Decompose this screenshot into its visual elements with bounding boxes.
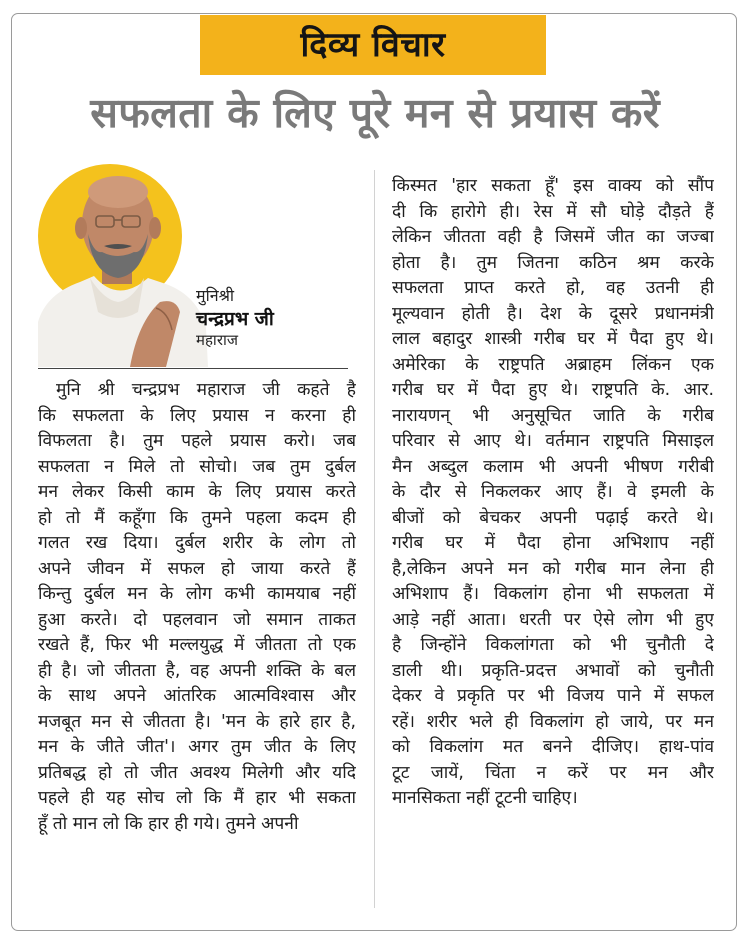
article-line: है जिन्होंने विकलांगता को भी चुनौती दे bbox=[392, 635, 714, 655]
article-line: बीजों को बेचकर अपनी पढ़ाई करते थे। bbox=[392, 507, 714, 528]
article-line: हो तो मैं कहूँगा कि तुमने पहला कदम ही bbox=[38, 507, 356, 528]
byline-rule bbox=[38, 368, 348, 369]
article-column-left bbox=[38, 378, 356, 837]
article-line: आड़े नहीं आता। धरती पर ऐसे लोग भी हुए bbox=[392, 609, 714, 630]
article-line: के साथ अपने आंतरिक आत्मविश्वास और bbox=[38, 686, 356, 706]
article-line: के दौर से निकलकर आए हैं। वे इमली के bbox=[392, 482, 714, 502]
article-line: मजबूत मन से जीतता है। 'मन के हारे हार है, bbox=[38, 711, 356, 732]
section-banner bbox=[200, 15, 546, 75]
article-line: रखते हैं, फिर भी मल्लयुद्ध में जीतता तो एक bbox=[38, 635, 356, 655]
article-line: प्रतिबद्ध हो तो जीत अवश्य मिलेगी और यदि bbox=[38, 762, 356, 783]
article-line: अपने जीवन में सफल हो जाया करते हैं bbox=[38, 558, 356, 579]
author-portrait bbox=[38, 162, 208, 367]
article-line: रहें। शरीर भले ही विकलांग हो जाये, पर मन bbox=[392, 711, 714, 732]
article-line: डाली थी। प्रकृति-प्रदत्त अभावों को चुनौती bbox=[392, 660, 714, 681]
article-line: मूल्यवान होती है। देश के दूसरे प्रधानमंत्री bbox=[392, 303, 714, 324]
article-line: गलत रख दिया। दुर्बल शरीर के लोग तो bbox=[38, 533, 356, 553]
article-line: ही है। जो जीतता है, वह अपनी शक्ति के बल bbox=[38, 660, 356, 681]
article-line: अभिशाप हैं। विकलांग होना भी सफलता में bbox=[392, 584, 714, 604]
article-line: लेकिन जीतता वही है जिसमें जीत का जज्बा bbox=[392, 227, 714, 247]
article-line: देकर वे प्रकृति पर भी विजय पाने में सफल bbox=[392, 686, 714, 706]
article-line: मैन अब्दुल कलाम भी अपनी भीषण गरीबी bbox=[392, 456, 714, 477]
article-line: सफलता प्राप्त करते हो, वह उतनी ही bbox=[392, 278, 714, 298]
article-line: अमेरिका के राष्ट्रपति अब्राहम लिंकन एक bbox=[392, 354, 714, 375]
author-name: चन्द्रप्रभ जी bbox=[196, 307, 274, 330]
article-line: मुनि श्री चन्द्रप्रभ महाराज जी कहते है bbox=[56, 380, 356, 400]
article-line: दी कि हारोगे ही। रेस में सौ घोड़े दौड़ते हैं bbox=[392, 201, 714, 222]
article-line: टूट जायें, चिंता न करें पर मन और bbox=[392, 762, 714, 783]
article-line: गरीब घर में पैदा हुए थे। राष्ट्रपति के. आर. bbox=[392, 380, 714, 400]
article-line: पहले ही यह सोच लो कि मैं हार भी सकता bbox=[38, 788, 356, 808]
author-byline bbox=[196, 286, 274, 351]
article-line: कि सफलता के लिए प्रयास न करना ही bbox=[38, 405, 356, 426]
article-line: है,लेकिन अपने मन को गरीब मान लेना ही bbox=[392, 558, 714, 579]
article-line: किन्तु दुर्बल मन के लोग कभी कामयाब नहीं bbox=[38, 584, 356, 604]
article-line: नारायणन् भी अनुसूचित जाति के गरीब bbox=[392, 405, 714, 426]
article-line: मन लेकर किसी काम के लिए प्रयास करते bbox=[38, 482, 356, 502]
author-suffix: महाराज bbox=[196, 331, 238, 350]
article-line: किस्मत 'हार सकता हूँ' इस वाक्य को सौंप bbox=[392, 176, 714, 196]
article-line: को विकलांग मत बनने दीजिए। हाथ-पांव bbox=[392, 737, 714, 757]
article-line: हूँ तो मान लो कि हार ही गये। तुमने अपनी bbox=[38, 813, 299, 834]
article-line: होता है। तुम जितना कठिन श्रम करके bbox=[392, 252, 714, 273]
article-line: हुआ करते। दो पहलवान जो समान ताकत bbox=[38, 609, 356, 630]
author-title: मुनिश्री bbox=[196, 286, 235, 305]
article-headline: सफलता के लिए पूरे मन से प्रयास करें bbox=[90, 89, 660, 137]
article-line: परिवार से आए थे। वर्तमान राष्ट्रपति मिसाइल bbox=[392, 431, 714, 451]
article-line: मन के जीते जीत'। अगर तुम जीत के लिए bbox=[38, 737, 356, 757]
column-divider bbox=[374, 170, 375, 908]
article-line: लाल बहादुर शास्त्री गरीब घर में पैदा हुए थे। bbox=[392, 329, 714, 349]
article-line: विफलता है। तुम पहले प्रयास करो। जब bbox=[38, 431, 356, 451]
article-line: मानसिकता नहीं टूटनी चाहिए। bbox=[392, 788, 578, 808]
article-column-right bbox=[392, 174, 714, 812]
section-title: दिव्य विचार bbox=[300, 25, 446, 65]
article-line: गरीब घर में पैदा होना अभिशाप नहीं bbox=[392, 533, 714, 553]
article-line: सफलता न मिले तो सोचो। जब तुम दुर्बल bbox=[38, 456, 356, 477]
